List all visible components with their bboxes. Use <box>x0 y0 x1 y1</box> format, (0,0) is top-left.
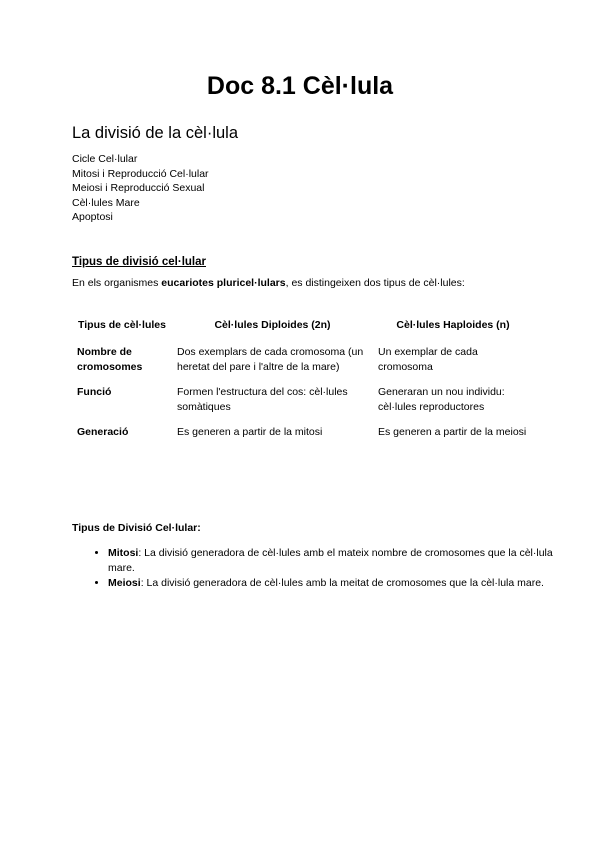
table-row <box>72 345 533 385</box>
division-types-heading: Tipus de Divisió Cel·lular: <box>72 522 201 534</box>
row-label: Generació <box>77 426 129 438</box>
diploid-cell: Dos exemplars de cada cromosoma (un heretat del pare i l'altre de la mare) <box>177 346 364 373</box>
definition-mitosi: : La divisió generadora de cèl·lules amb el mateix nombre de cromosomes que la cèl·lula mare. <box>108 547 553 574</box>
term-meiosi: Meiosi <box>108 577 141 590</box>
cell-types-table <box>72 318 533 440</box>
subsection-heading: Tipus de divisió cel·lular <box>72 256 206 268</box>
toc-item[interactable]: Mitosi i Reproducció Cel·lular <box>72 167 209 180</box>
column-header-haploid: Cèl·lules Haploides (n) <box>396 319 510 331</box>
row-label: Funció <box>77 386 112 398</box>
table-of-contents <box>72 152 209 225</box>
list-item <box>108 576 554 591</box>
column-header-diploid: Cèl·lules Diploides (2n) <box>214 319 331 331</box>
intro-text-after: , es distingeixen dos tipus de cèl·lules: <box>285 277 465 289</box>
list-item <box>108 546 554 575</box>
toc-item[interactable]: Meiosi i Reproducció Sexual <box>72 182 205 195</box>
toc-item[interactable]: Cèl·lules Mare <box>72 196 140 209</box>
row-label: Nombre de cromosomes <box>77 346 143 373</box>
definition-meiosi: : La divisió generadora de cèl·lules amb la meitat de cromosomes que la cèl·lula mare. <box>140 577 544 590</box>
table-row <box>72 425 533 440</box>
toc-item[interactable]: Apoptosi <box>72 211 113 224</box>
diploid-cell: Es generen a partir de la mitosi <box>177 426 323 438</box>
haploid-cell: Generaran un nou individu: cèl·lules reproductores <box>378 386 505 413</box>
section-heading: La divisió de la cèl·lula <box>72 124 239 142</box>
intro-text-before: En els organismes <box>72 277 162 289</box>
haploid-cell: Es generen a partir de la meiosi <box>378 426 527 438</box>
term-mitosi: Mitosi <box>108 547 139 559</box>
intro-bold-term: eucariotes pluricel·lulars <box>161 277 286 289</box>
toc-item[interactable]: Cicle Cel·lular <box>72 153 138 165</box>
diploid-cell: Formen l'estructura del cos: cèl·lules somàtiques <box>177 386 348 413</box>
intro-paragraph <box>72 277 465 289</box>
page-title: Doc 8.1 Cèl·lula <box>206 72 394 100</box>
table-row <box>72 385 533 425</box>
division-types-list <box>72 546 554 592</box>
haploid-cell: Un exemplar de cada cromosoma <box>378 346 478 373</box>
table-header-row <box>72 318 533 345</box>
column-header-type: Tipus de cèl·lules <box>78 319 166 331</box>
